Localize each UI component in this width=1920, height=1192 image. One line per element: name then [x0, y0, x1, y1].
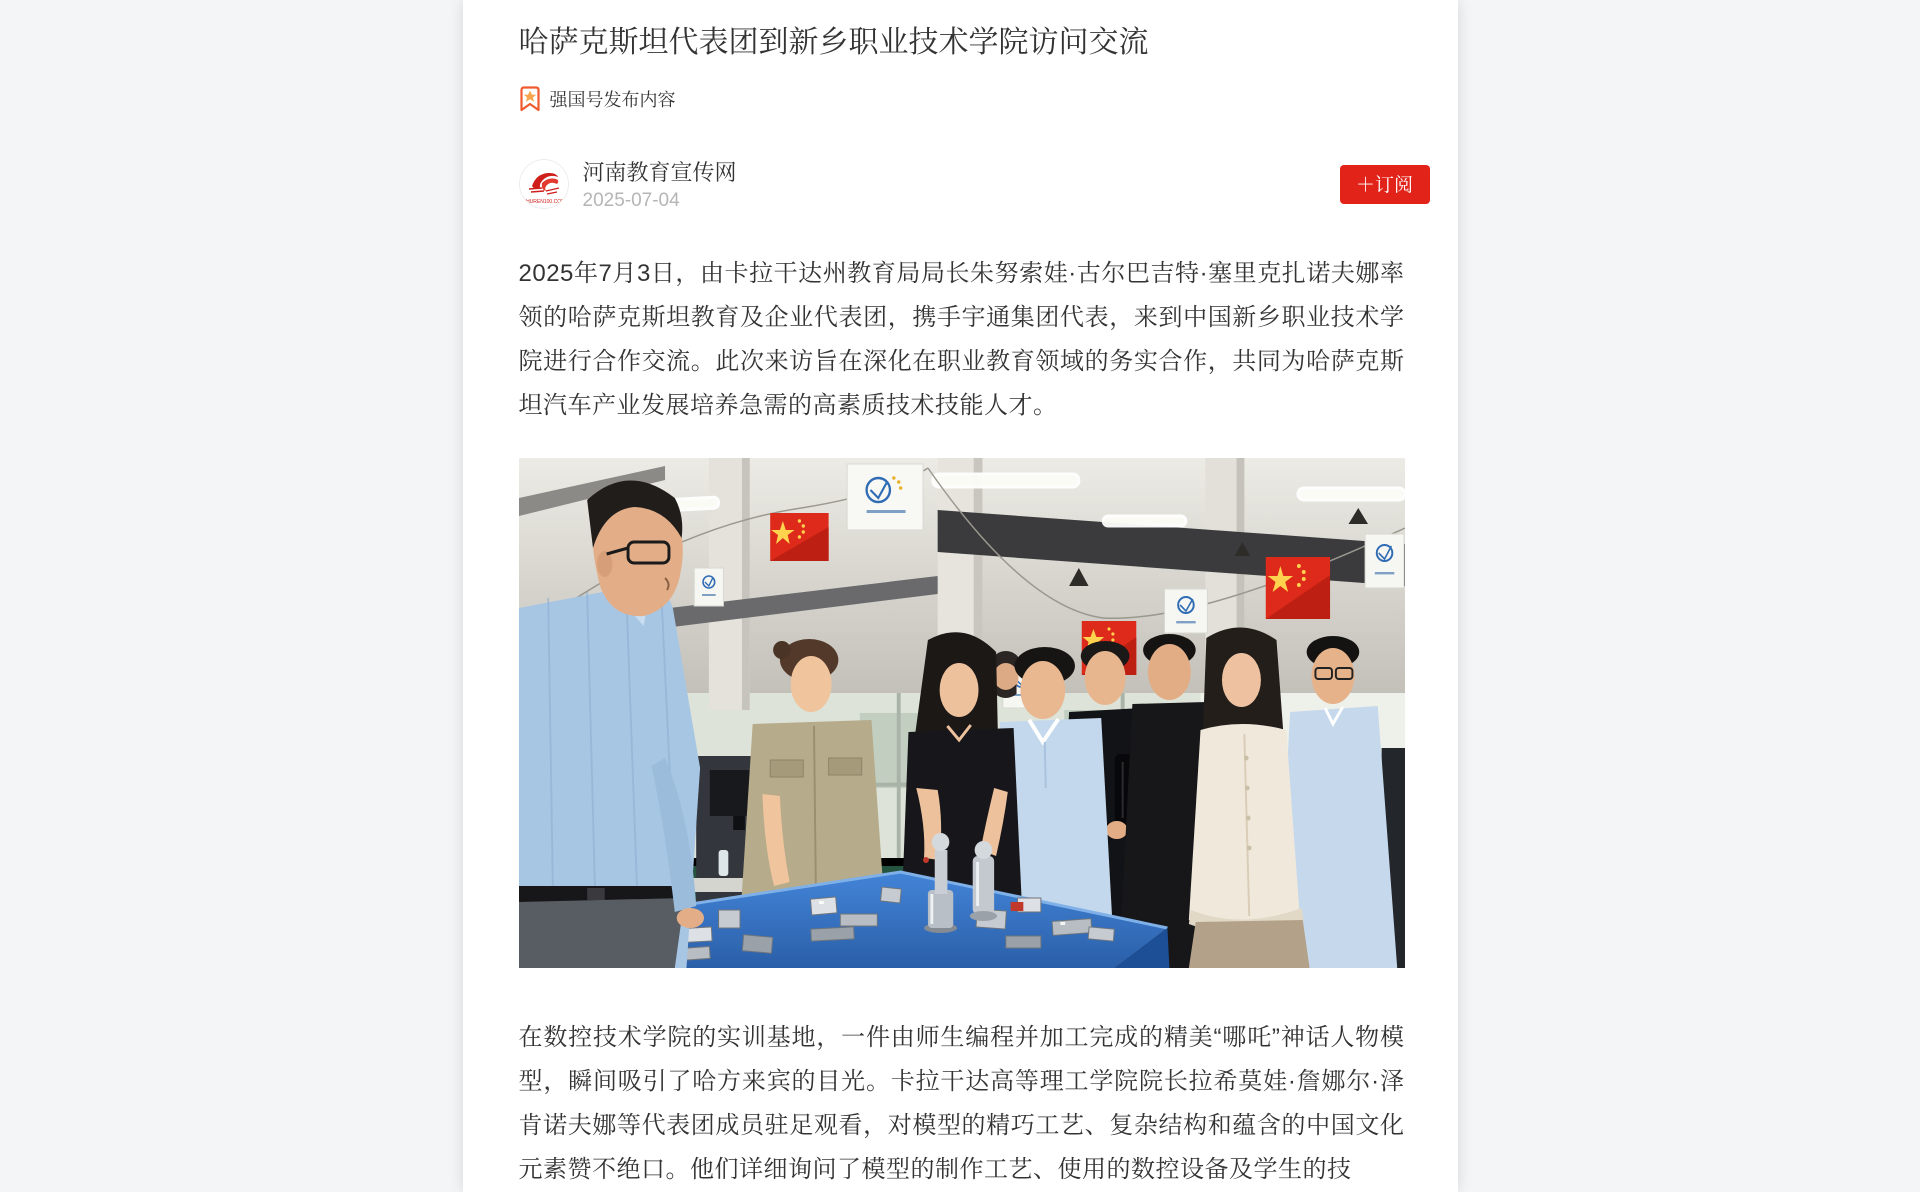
badge-label: 强国号发布内容: [549, 90, 676, 110]
article-paragraph-1: 2025年7月3日，由卡拉干达州教育局局长朱努索娃·古尔巴吉特·塞里克扎诺夫娜率领的哈萨克斯坦教育及企业代表团，携手宇通集团代表，来到中国新乡职业技术学院进行合作交流。此次来访旨在深化在职业教育领域的务实合作，共同为哈萨克斯坦汽车产业发展培养急需的高素质技术技能人才。: [518, 260, 1405, 419]
publisher-row: [519, 156, 1430, 212]
page-title: 哈萨克斯坦代表团到新乡职业技术学院访问交流: [518, 26, 1149, 59]
source-badge: [519, 86, 1405, 112]
article-photo[interactable]: [519, 458, 1405, 968]
publish-date: 2025-07-04: [582, 190, 680, 211]
avatar-caption: SHUREN100.COM: [522, 199, 565, 205]
article-card: [463, 0, 1458, 1192]
publisher-name[interactable]: 河南教育宣传网: [582, 160, 737, 185]
publisher-avatar[interactable]: [519, 159, 569, 209]
subscribe-button[interactable]: ＋订阅: [1340, 165, 1430, 204]
qiangguo-badge-icon: [519, 86, 541, 112]
article-paragraph-2: 在数控技术学院的实训基地，一件由师生编程并加工完成的精美“哪吒”神话人物模型，瞬间吸引了哈方来宾的目光。卡拉干达高等理工学院院长拉希莫娃·詹娜尔·泽肯诺夫娜等代表团成员驻足观看，对模型的精巧工艺、复杂结构和蕴含的中国文化元素赞不绝口。他们详细询问了模型的制作工艺、使用的数控设备及学生的技: [518, 1024, 1405, 1183]
